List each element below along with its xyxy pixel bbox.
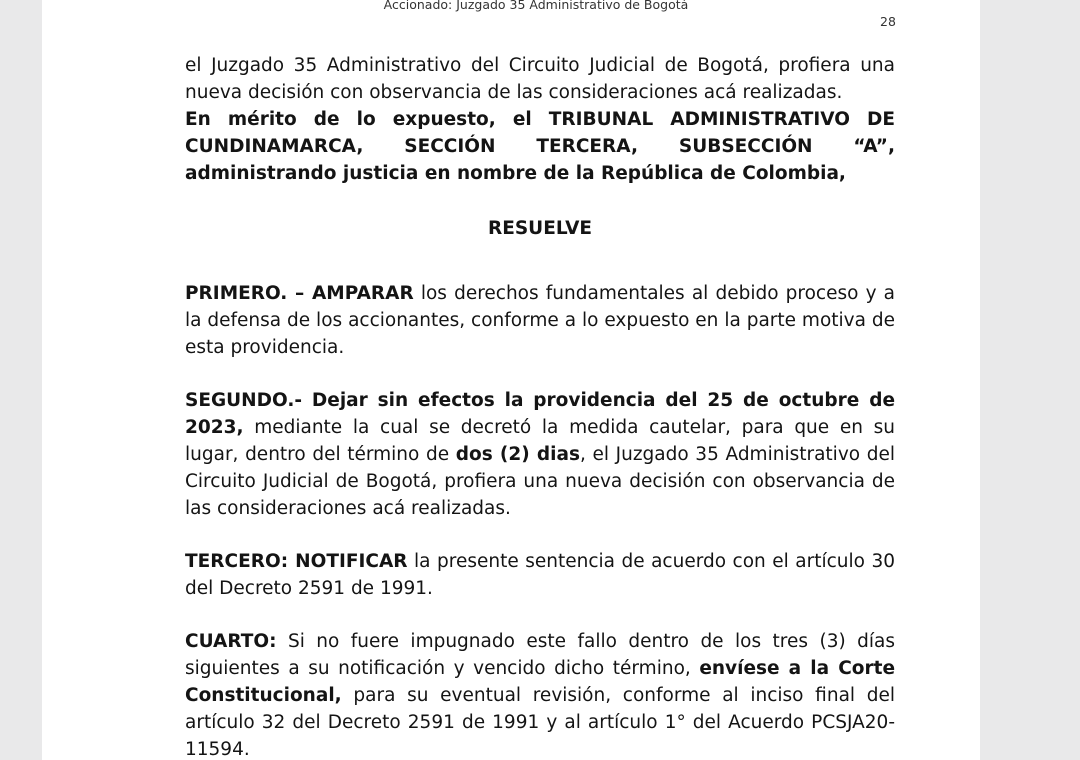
page-number: 28 [880, 14, 896, 29]
primero-text: los derechos fundamentales al debido proceso y a la defensa de los accionantes, conforme a lo expuesto en la parte motiva de esta providencia. [185, 283, 895, 358]
resolve-title: RESUELVE [487, 218, 593, 239]
primero-label: PRIMERO. – AMPARAR [185, 283, 414, 304]
cuarto-text-b: para su eventual revisión, conforme al inciso final del artículo 32 del Decreto 2591 de 1991 y al artículo 1° del Acuerdo PCSJA20-11594. [185, 685, 895, 760]
segundo-text-b: , el Juzgado 35 Administrativo del Circuito Judicial de Bogotá, profiera una nueva decisión con observancia de las consideraciones acá realizadas. [185, 444, 895, 519]
segundo-label: SEGUNDO.- Dejar sin efectos la providencia del 25 de octubre de 2023, [185, 390, 895, 438]
tercero-text: la presente sentencia de acuerdo con el artículo 30 del Decreto 2591 de 1991. [185, 551, 895, 599]
tercero-label: TERCERO: NOTIFICAR [185, 551, 408, 572]
intro-text: el Juzgado 35 Administrativo del Circuito Judicial de Bogotá, profiera una nueva decisión con observancia de las consideraciones acá realizadas. [185, 55, 895, 103]
cuarto-text-a: Si no fuere impugnado este fallo dentro de los tres (3) días siguientes a su notificación y vencido dicho término, [185, 631, 895, 679]
cuarto-paragraph [185, 628, 895, 760]
page-edge-shade [980, 0, 1030, 760]
document-body [185, 52, 895, 760]
page-header: Accionado: Juzgado 35 Administrativo de Bogotá [383, 0, 689, 12]
cuarto-bold: envíese a la Corte Constitucional, [185, 658, 895, 706]
tercero-paragraph [185, 548, 895, 602]
intro-paragraph [185, 52, 895, 106]
segundo-term: dos (2) dias [455, 444, 580, 465]
document-page [42, 0, 1030, 760]
cuarto-label: CUARTO: [185, 631, 277, 652]
merit-text: En mérito de lo expuesto, el TRIBUNAL ADMINISTRATIVO DE CUNDINAMARCA, SECCIÓN TERCERA, SUBSECCIÓN “A”, administrando justicia en nombre de la República de Colombia, [185, 109, 895, 184]
primero-paragraph [185, 280, 895, 361]
segundo-paragraph [185, 387, 895, 522]
segundo-text-a: mediante la cual se decretó la medida cautelar, para que en su lugar, dentro del término de [185, 417, 895, 465]
merit-paragraph [185, 106, 895, 187]
